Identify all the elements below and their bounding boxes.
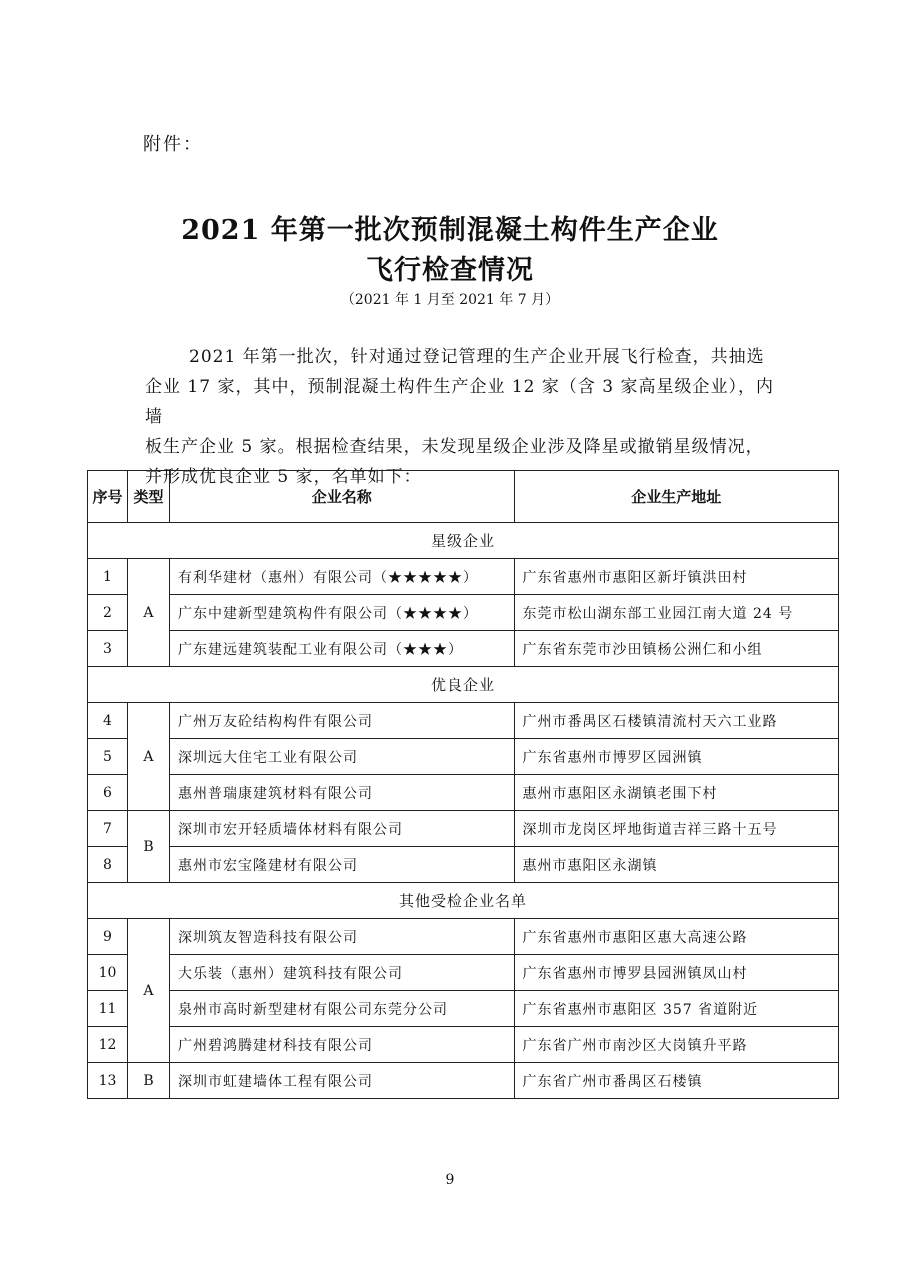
intro-line: 并形成优良企业 5 家，名单如下：: [145, 467, 422, 487]
section-row: [88, 883, 839, 919]
section-row: [88, 667, 839, 703]
row-number: 6: [88, 775, 128, 811]
type-cell: A: [127, 703, 169, 811]
header-type: 类型: [127, 471, 169, 523]
section-row: [88, 523, 839, 559]
enterprise-address: 东莞市松山湖东部工业园江南大道 24 号: [514, 595, 838, 631]
enterprise-address: 广东省东莞市沙田镇杨公洲仁和小组: [514, 631, 838, 667]
row-number: 7: [88, 811, 128, 847]
enterprise-address: 广东省惠州市惠阳区新圩镇洪田村: [514, 559, 838, 595]
row-number: 4: [88, 703, 128, 739]
enterprise-name: 深圳远大住宅工业有限公司: [169, 739, 514, 775]
header-no: 序号: [88, 471, 128, 523]
enterprise-address: 惠州市惠阳区永湖镇老围下村: [514, 775, 838, 811]
enterprise-name: 广州万友砼结构构件有限公司: [169, 703, 514, 739]
enterprise-name: 深圳筑友智造科技有限公司: [169, 919, 514, 955]
intro-line: 板生产企业 5 家。根据检查结果，未发现星级企业涉及降星或撤销星级情况，: [145, 437, 764, 457]
table-row: [88, 847, 839, 883]
table-row: [88, 703, 839, 739]
row-number: 11: [88, 991, 128, 1027]
enterprise-address: 惠州市惠阳区永湖镇: [514, 847, 838, 883]
row-number: 13: [88, 1063, 128, 1099]
row-number: 9: [88, 919, 128, 955]
table-row: [88, 955, 839, 991]
table-header-row: [88, 471, 839, 523]
table-row: [88, 775, 839, 811]
table-row: [88, 919, 839, 955]
table-row: [88, 811, 839, 847]
page-number: 9: [445, 1172, 455, 1188]
document-title-line-2: 飞行检查情况: [366, 255, 534, 286]
header-name: 企业名称: [169, 471, 514, 523]
row-number: 3: [88, 631, 128, 667]
table-row: [88, 559, 839, 595]
table-row: [88, 991, 839, 1027]
row-number: 8: [88, 847, 128, 883]
header-address: 企业生产地址: [514, 471, 838, 523]
enterprise-address: 广东省惠州市博罗县园洲镇凤山村: [514, 955, 838, 991]
enterprise-address: 广东省惠州市惠阳区惠大高速公路: [514, 919, 838, 955]
row-number: 10: [88, 955, 128, 991]
enterprise-name: 深圳市宏开轻质墙体材料有限公司: [169, 811, 514, 847]
table-body: [88, 523, 839, 1099]
enterprise-name: 泉州市高时新型建材有限公司东莞分公司: [169, 991, 514, 1027]
enterprise-table: [87, 470, 839, 1099]
attachment-label: 附件：: [143, 134, 203, 155]
enterprise-name: 广州碧鸿腾建材科技有限公司: [169, 1027, 514, 1063]
enterprise-name: 大乐装（惠州）建筑科技有限公司: [169, 955, 514, 991]
type-cell: A: [127, 919, 169, 1063]
section-title: 优良企业: [88, 667, 839, 703]
type-cell: B: [127, 1063, 169, 1099]
enterprise-address: 广东省广州市番禺区石楼镇: [514, 1063, 838, 1099]
row-number: 1: [88, 559, 128, 595]
enterprise-address: 广东省惠州市惠阳区 357 省道附近: [514, 991, 838, 1027]
row-number: 5: [88, 739, 128, 775]
enterprise-address: 深圳市龙岗区坪地街道吉祥三路十五号: [514, 811, 838, 847]
row-number: 12: [88, 1027, 128, 1063]
intro-line: 2021 年第一批次，针对通过登记管理的生产企业开展飞行检查，共抽选: [189, 347, 765, 367]
table-row: [88, 595, 839, 631]
table-row: [88, 1063, 839, 1099]
section-title: 星级企业: [88, 523, 839, 559]
enterprise-address: 广东省广州市南沙区大岗镇升平路: [514, 1027, 838, 1063]
enterprise-name: 广东建远建筑装配工业有限公司（★★★）: [169, 631, 514, 667]
table-row: [88, 739, 839, 775]
enterprise-name: 广东中建新型建筑构件有限公司（★★★★）: [169, 595, 514, 631]
type-cell: B: [127, 811, 169, 883]
enterprise-name: 惠州市宏宝隆建材有限公司: [169, 847, 514, 883]
type-cell: A: [127, 559, 169, 667]
enterprise-name: 有利华建材（惠州）有限公司（★★★★★）: [169, 559, 514, 595]
row-number: 2: [88, 595, 128, 631]
intro-line: 企业 17 家，其中，预制混凝土构件生产企业 12 家（含 3 家高星级企业），内墙: [145, 377, 775, 427]
enterprise-name: 惠州普瑞康建筑材料有限公司: [169, 775, 514, 811]
section-title: 其他受检企业名单: [88, 883, 839, 919]
table-row: [88, 1027, 839, 1063]
table-row: [88, 631, 839, 667]
document-title-line-1: 2021 年第一批次预制混凝土构件生产企业: [181, 215, 719, 246]
enterprise-address: 广东省惠州市博罗区园洲镇: [514, 739, 838, 775]
enterprise-name: 深圳市虹建墙体工程有限公司: [169, 1063, 514, 1099]
document-subtitle: （2021 年 1 月至 2021 年 7 月）: [340, 292, 560, 308]
enterprise-address: 广州市番禺区石楼镇清流村天六工业路: [514, 703, 838, 739]
